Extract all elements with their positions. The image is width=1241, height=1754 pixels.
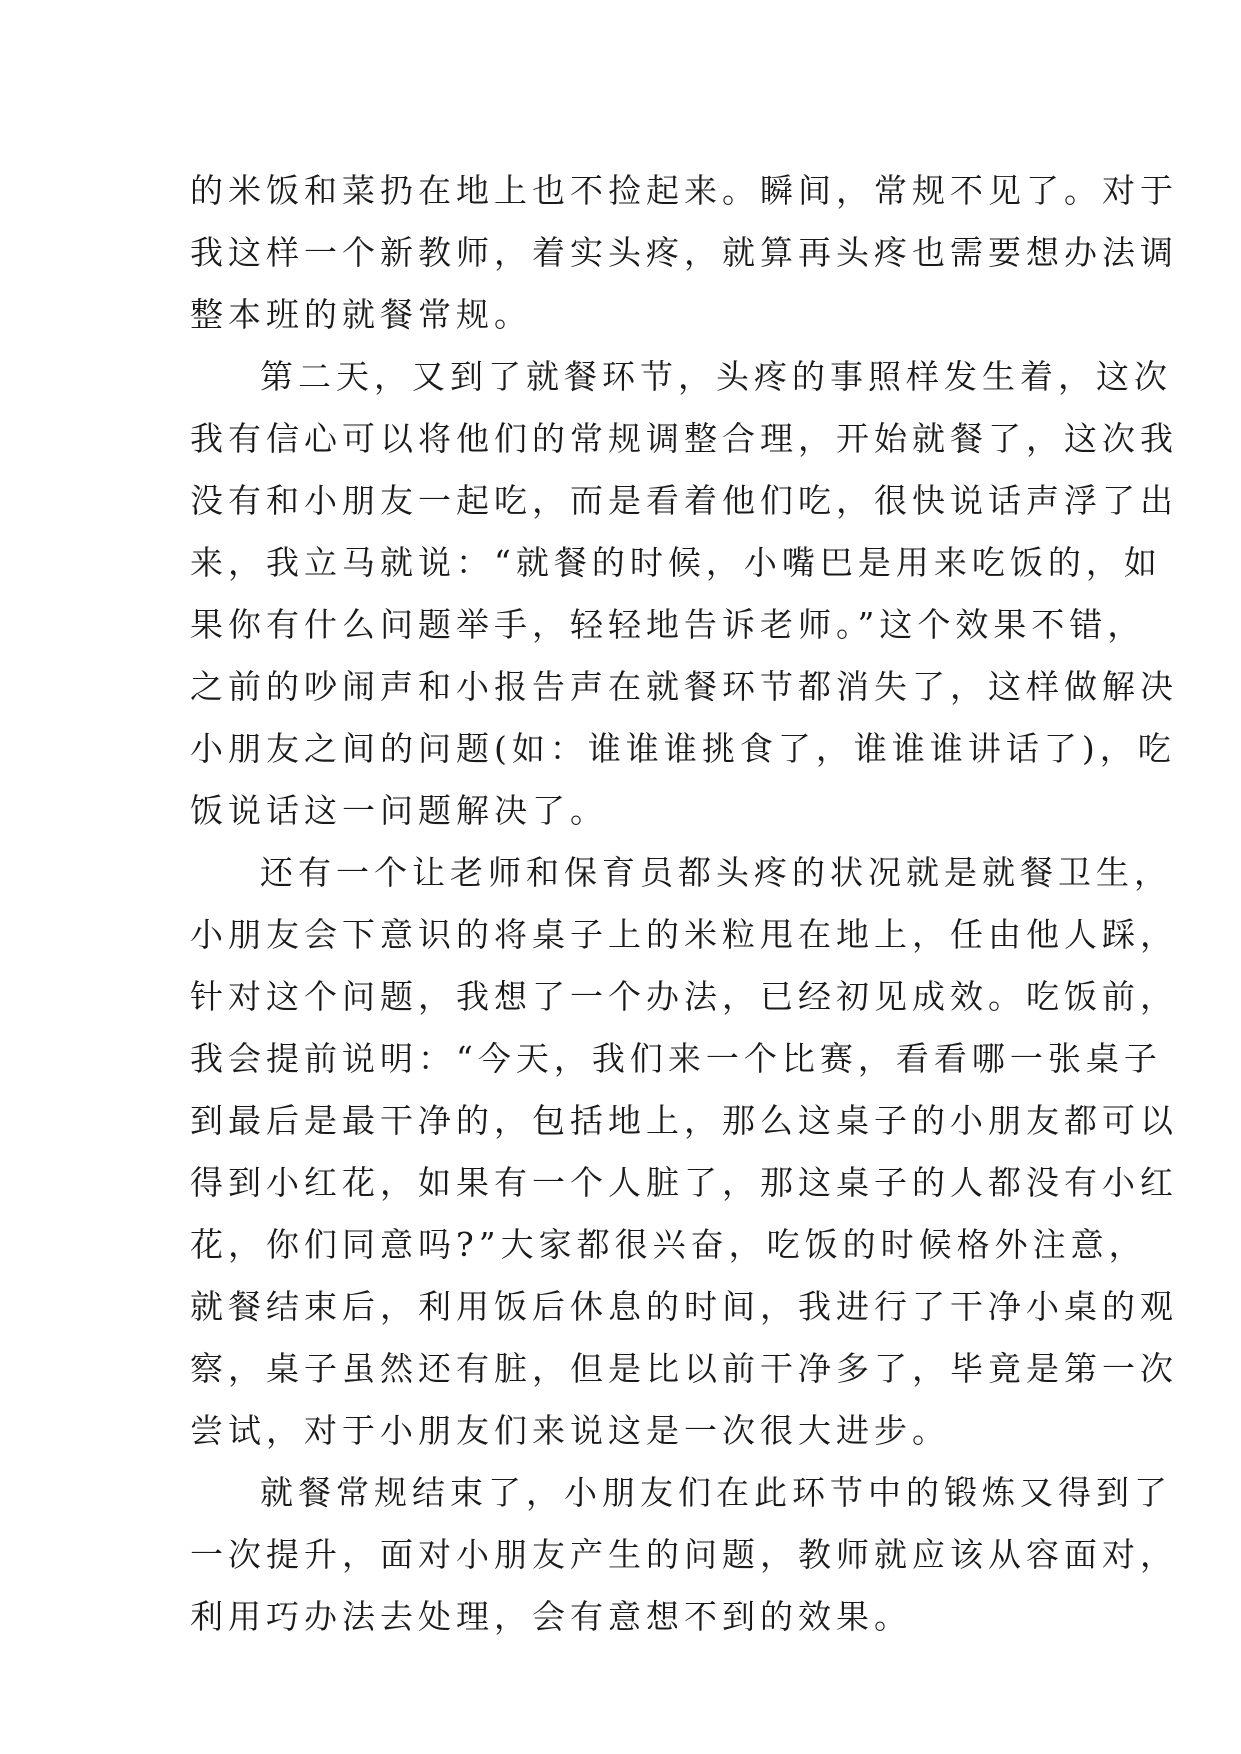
- text-line: 第二天，又到了就餐环节，头疼的事照样发生着，这次: [260, 357, 1172, 396]
- text-line: 花，你们同意吗?”大家都很兴奋，吃饭的时候格外注意，: [190, 1225, 1147, 1264]
- text-line: 来，我立马就说：“就餐的时候，小嘴巴是用来吃饭的，如: [190, 543, 1162, 582]
- text-line: 小朋友会下意识的将桌子上的米粒甩在地上，任由他人踩，: [190, 915, 1178, 954]
- paragraph: [190, 1462, 1178, 1648]
- paragraph: [190, 346, 1178, 842]
- text-line: 我会提前说明：“今天，我们来一个比赛，看看哪一张桌子: [190, 1039, 1162, 1078]
- text-line: 没有和小朋友一起吃，而是看着他们吃，很快说话声浮了出: [190, 481, 1178, 520]
- body-text: [190, 160, 1178, 1648]
- text-line: 果你有什么问题举手，轻轻地告诉老师。”这个效果不错，: [190, 605, 1146, 644]
- text-line: 饭说话这一问题解决了。: [190, 791, 608, 830]
- text-line: 到最后是最干净的，包括地上，那么这桌子的小朋友都可以: [190, 1101, 1178, 1140]
- text-line: 一次提升，面对小朋友产生的问题，教师就应该从容面对，: [190, 1535, 1178, 1574]
- text-line: 小朋友之间的问题(如：谁谁谁挑食了，谁谁谁讲话了)，吃: [190, 729, 1176, 768]
- paragraph: [190, 842, 1178, 1462]
- text-line: 我有信心可以将他们的常规调整合理，开始就餐了，这次我: [190, 419, 1178, 458]
- text-line: 得到小红花，如果有一个人脏了，那这桌子的人都没有小红: [190, 1163, 1178, 1202]
- text-line: 尝试，对于小朋友们来说这是一次很大进步。: [190, 1411, 950, 1450]
- text-line: 针对这个问题，我想了一个办法，已经初见成效。吃饭前，: [190, 977, 1178, 1016]
- text-line: 就餐结束后，利用饭后休息的时间，我进行了干净小桌的观: [190, 1287, 1178, 1326]
- text-line: 我这样一个新教师，着实头疼，就算再头疼也需要想办法调: [190, 233, 1178, 272]
- paragraph: [190, 160, 1178, 346]
- text-line: 还有一个让老师和保育员都头疼的状况就是就餐卫生，: [260, 853, 1172, 892]
- text-line: 就餐常规结束了，小朋友们在此环节中的锻炼又得到了: [260, 1473, 1172, 1512]
- text-line: 察，桌子虽然还有脏，但是比以前干净多了，毕竟是第一次: [190, 1349, 1178, 1388]
- text-line: 的米饭和菜扔在地上也不捡起来。瞬间，常规不见了。对于: [190, 171, 1178, 210]
- text-line: 之前的吵闹声和小报告声在就餐环节都消失了，这样做解决: [190, 667, 1178, 706]
- text-line: 利用巧办法去处理，会有意想不到的效果。: [190, 1597, 912, 1636]
- text-line: 整本班的就餐常规。: [190, 295, 532, 334]
